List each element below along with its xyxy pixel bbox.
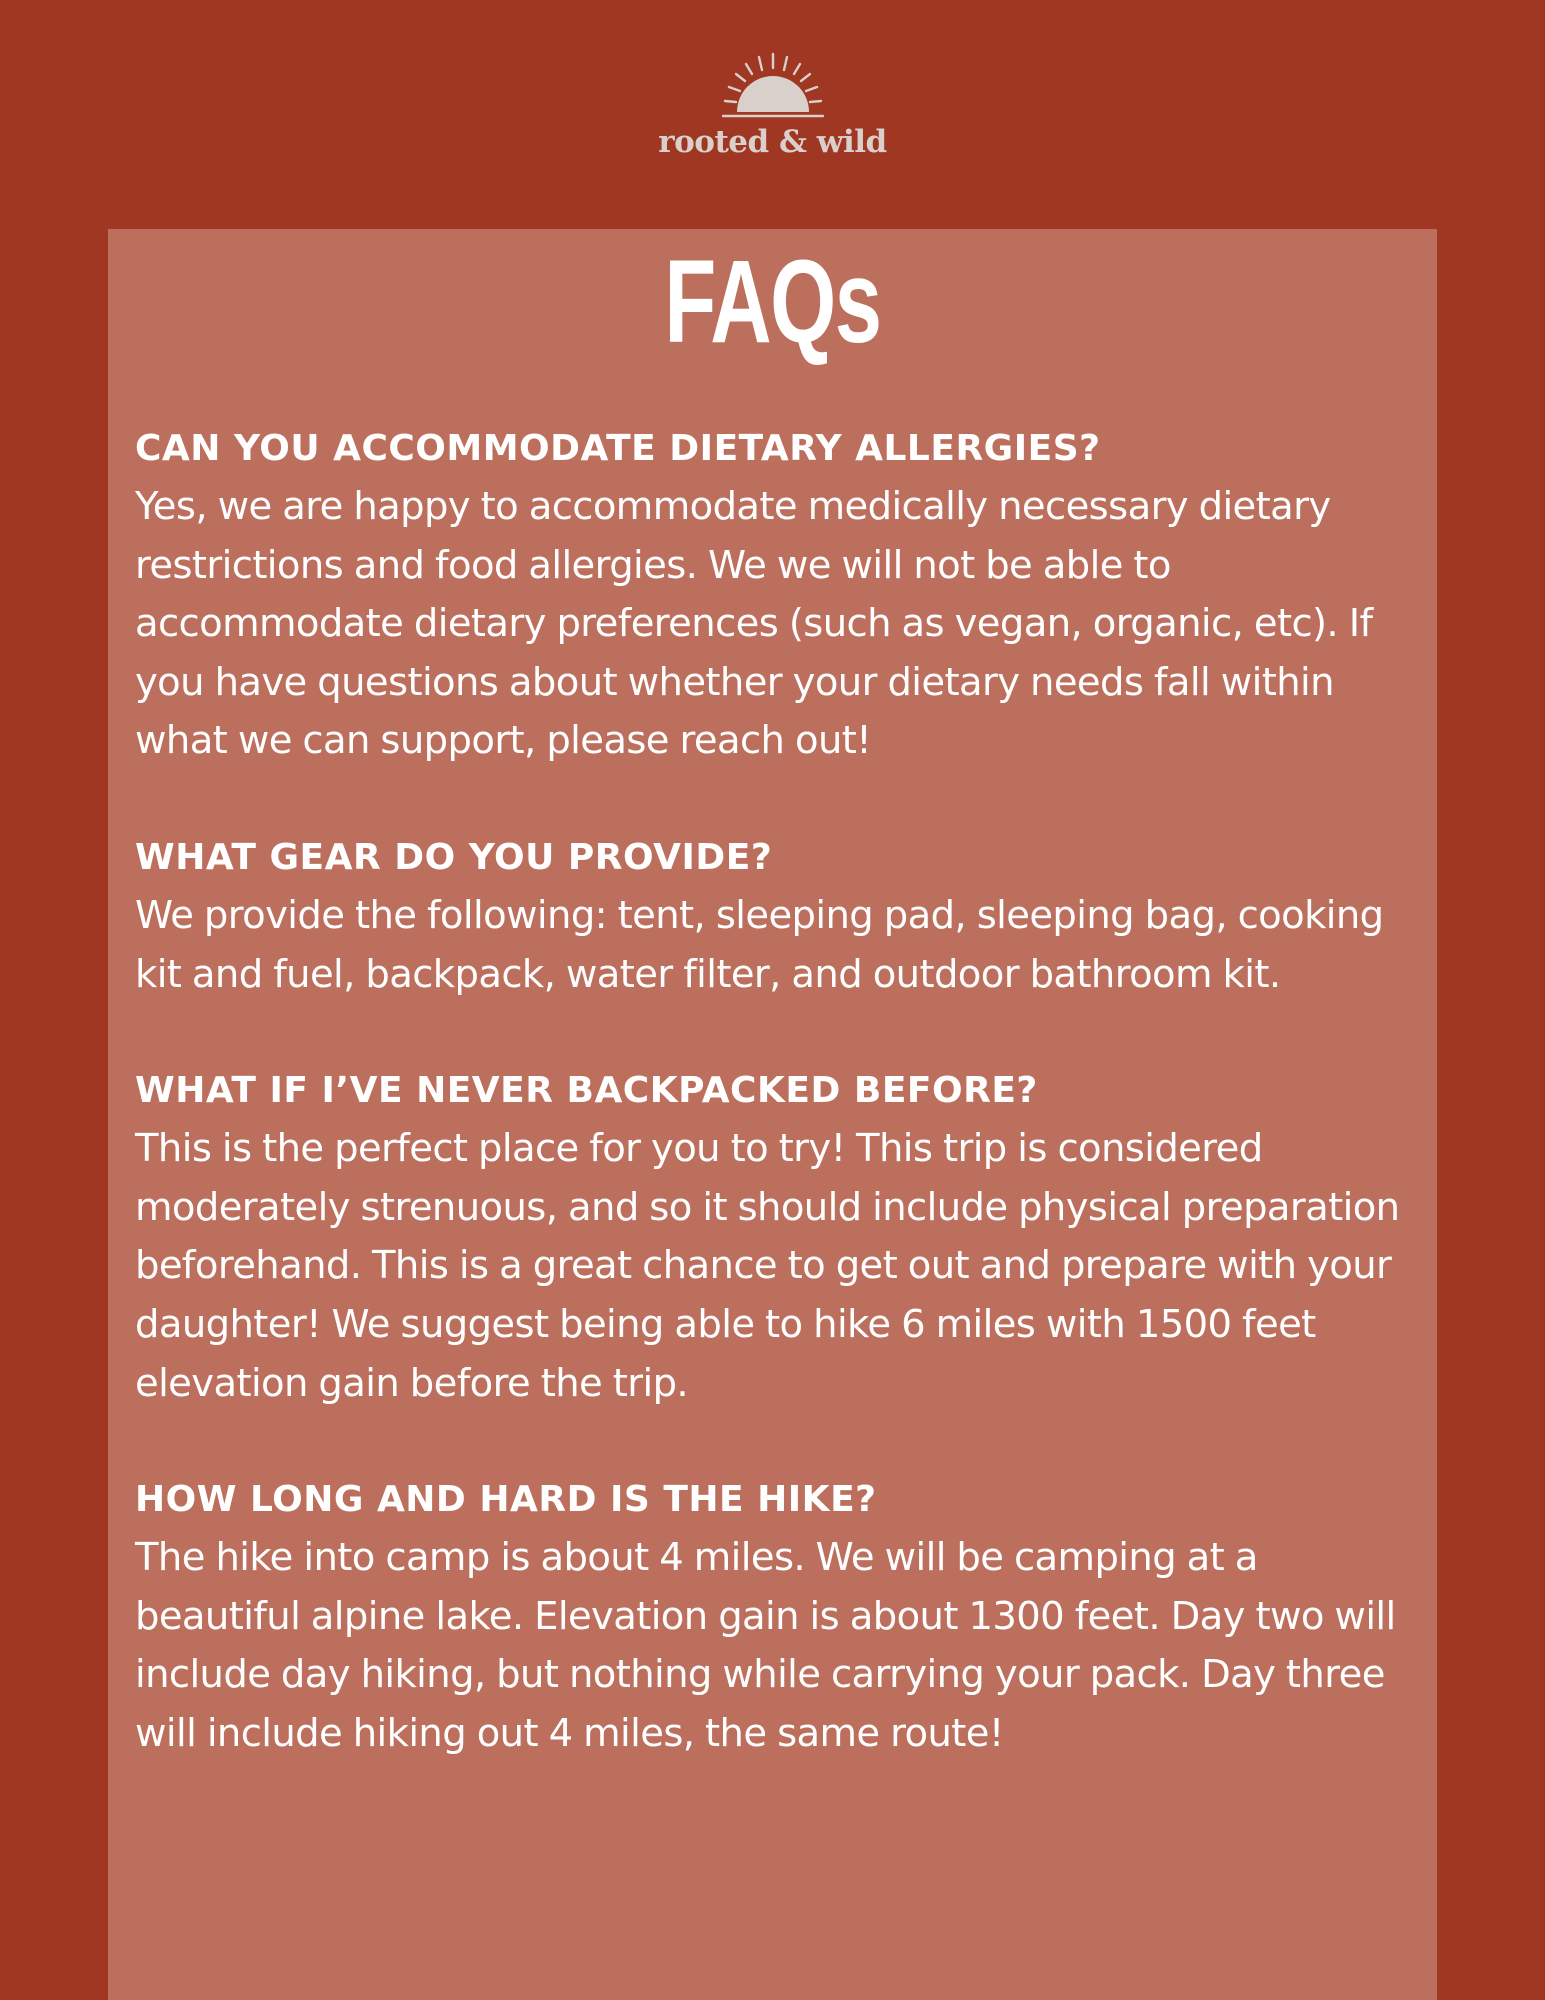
faq-question: CAN YOU ACCOMMODATE DIETARY ALLERGIES? [135,428,1101,469]
faq-question: WHAT IF I’VE NEVER BACKPACKED BEFORE? [135,1070,1038,1112]
brand-logo [0,50,1545,160]
faq-item [135,1062,1417,1413]
faq-answer: We provide the following: tent, sleeping pad, sleeping bag, cooking kit and fuel, backpack, water filter, and outdoor bathroom kit. [135,892,1384,997]
faq-answer: Yes, we are happy to accommodate medically necessary dietary restrictions and food allergies. We we will not be able to accommodate dietary preferences (such as vegan, organic, etc). If you have questions about whether your dietary needs fall within what we can support, please reach out! [135,484,1373,764]
sun-icon [703,50,843,122]
brand-name: rooted & wild [658,124,887,160]
faq-item [135,420,1417,771]
faq-question: HOW LONG AND HARD IS THE HIKE? [135,1479,877,1521]
page-title: FAQs [664,236,881,368]
faq-answer: The hike into camp is about 4 miles. We will be camping at a beautiful alpine lake. Elevation gain is about 1300 feet. Day two will include day hiking, but nothing while carrying your pack. Day three will include hiking out 4 miles, the same route! [135,1535,1396,1756]
faq-item [135,829,1417,1004]
faq-answer: This is the perfect place for you to try! This trip is considered moderately strenuous, and so it should include physical preparation beforehand. This is a great chance to get out and prepare with your daughter! We suggest being able to hike 6 miles with 1500 feet elevation gain before the trip. [135,1126,1400,1406]
faq-question: WHAT GEAR DO YOU PROVIDE? [135,836,773,878]
faq-card [108,229,1437,2000]
faq-list [135,420,1417,1822]
faq-item [135,1471,1417,1763]
